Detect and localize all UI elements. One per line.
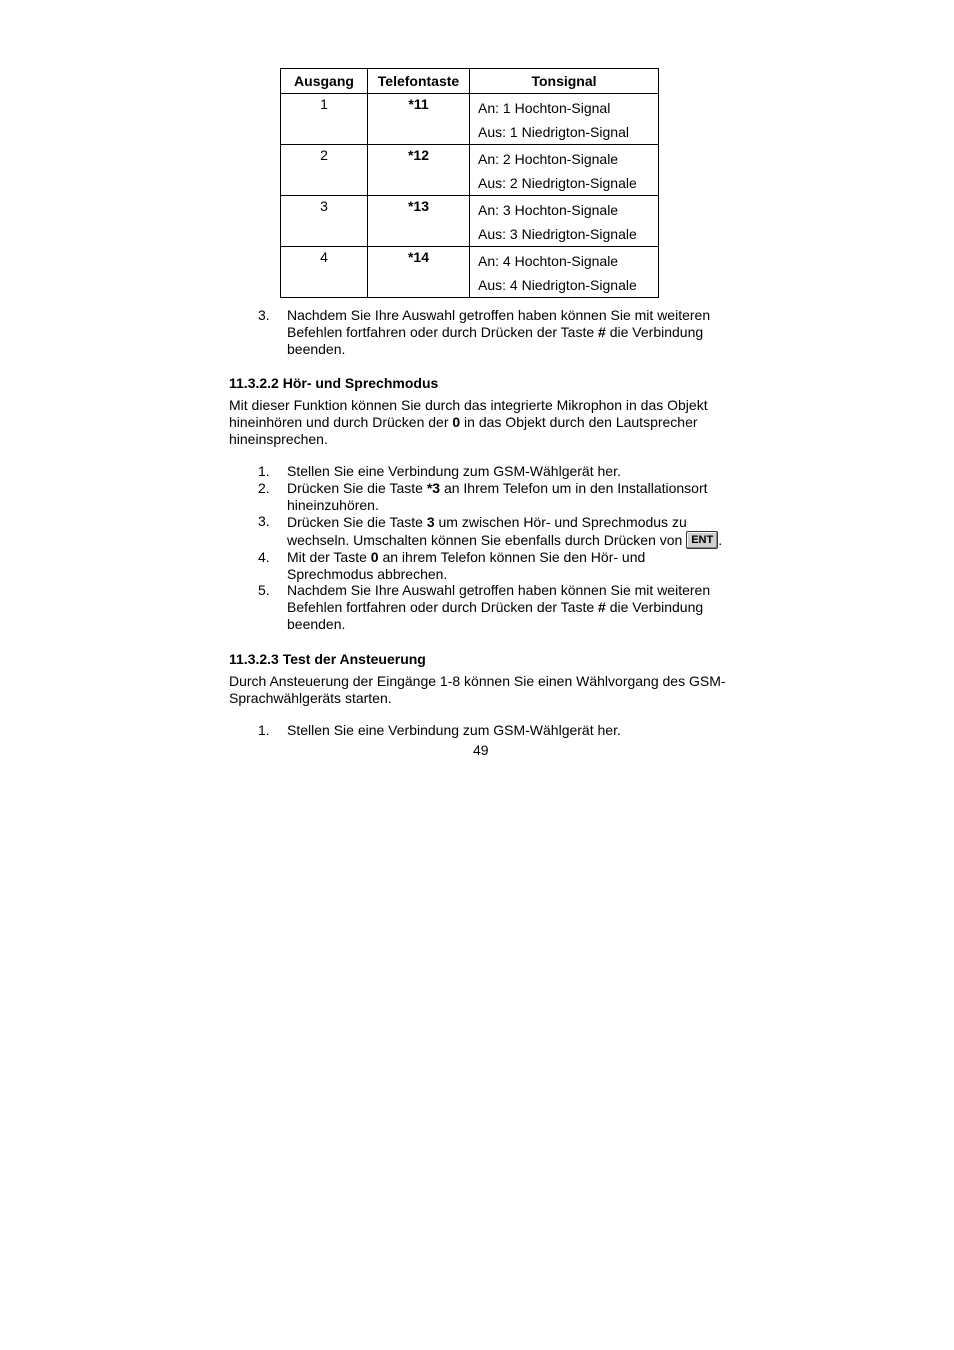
section-intro (229, 397, 734, 448)
list-number: 3. (258, 307, 270, 323)
cell-taste: *12 (368, 145, 470, 196)
signal-an: An: 2 Hochton-Signale (478, 151, 619, 167)
signal-aus: Aus: 1 Niedrigton-Signal (478, 124, 629, 140)
text-run: in das Objekt durch den Lautsprecher hineinsprechen. (229, 414, 698, 447)
list-number: 5. (258, 582, 270, 598)
signal-aus: Aus: 2 Niedrigton-Signale (478, 175, 637, 191)
key-label: 3 (426, 514, 435, 530)
cell-tonsignal (470, 94, 659, 145)
cell-taste: *13 (368, 196, 470, 247)
signal-an: An: 4 Hochton-Signale (478, 253, 619, 269)
text-run: Mit der Taste (287, 549, 371, 565)
key-label: 0 (452, 414, 461, 430)
cell-ausgang: 1 (281, 94, 368, 145)
list-number: 4. (258, 549, 270, 565)
list-text (287, 549, 732, 583)
table-row (281, 145, 659, 196)
list-text: Stellen Sie eine Verbindung zum GSM-Wählgerät her. (287, 722, 621, 738)
list-text (287, 582, 732, 633)
text-run: an Ihrem Telefon um in den Installationsort hineinzuhören. (287, 480, 708, 513)
text-run: . (718, 532, 723, 548)
key-label: 0 (370, 549, 379, 565)
table-header-row (281, 69, 659, 94)
key-label: # (598, 324, 606, 340)
list-number: 1. (258, 722, 270, 738)
section-heading: 11.3.2.2 Hör- und Sprechmodus (229, 375, 439, 391)
cell-ausgang: 2 (281, 145, 368, 196)
section-heading: 11.3.2.3 Test der Ansteuerung (229, 651, 426, 667)
table-row (281, 247, 659, 298)
key-label: *3 (426, 480, 441, 496)
cell-taste: *14 (368, 247, 470, 298)
list-number: 1. (258, 463, 270, 479)
list-text (287, 307, 732, 358)
text-run: Nachdem Sie Ihre Auswahl getroffen haben können Sie mit weiteren Befehlen fortfahren oder durch Drücken der Taste (287, 582, 711, 615)
text-run: Drücken Sie die Taste (287, 480, 427, 496)
list-text (287, 513, 732, 549)
text-run: Drücken Sie die Taste (287, 514, 427, 530)
header-telefontaste: Telefontaste (368, 69, 470, 94)
list-text (287, 480, 732, 514)
header-tonsignal: Tonsignal (470, 69, 659, 94)
page-number: 49 (473, 742, 489, 758)
text-run: um zwischen Hör- und Sprechmodus zu wechseln. Umschalten können Sie ebenfalls durch Drücken von (287, 514, 687, 548)
signal-an: An: 1 Hochton-Signal (478, 100, 611, 116)
list-number: 3. (258, 513, 270, 529)
ent-key-icon: ENT (686, 531, 718, 549)
text-run: die Verbindung beenden. (287, 599, 704, 632)
text-run: Mit dieser Funktion können Sie durch das integrierte Mikrophon in das Objekt hineinhören und durch Drücken der (229, 397, 708, 430)
key-label: # (598, 599, 606, 615)
section-intro: Durch Ansteuerung der Eingänge 1-8 können Sie einen Wählvorgang des GSM-Sprachwählgeräts starten. (229, 673, 726, 706)
cell-tonsignal (470, 247, 659, 298)
table-row (281, 196, 659, 247)
signal-an: An: 3 Hochton-Signale (478, 202, 619, 218)
table-row (281, 94, 659, 145)
cell-tonsignal (470, 196, 659, 247)
list-text: Stellen Sie eine Verbindung zum GSM-Wählgerät her. (287, 463, 621, 479)
cell-tonsignal (470, 145, 659, 196)
cell-ausgang: 4 (281, 247, 368, 298)
cell-taste: *11 (368, 94, 470, 145)
text-run: Nachdem Sie Ihre Auswahl getroffen haben können Sie mit weiteren Befehlen fortfahren oder durch Drücken der Taste (287, 307, 711, 340)
cell-ausgang: 3 (281, 196, 368, 247)
output-signal-table (280, 68, 659, 298)
text-run: die Verbindung beenden. (287, 324, 704, 357)
signal-aus: Aus: 3 Niedrigton-Signale (478, 226, 637, 242)
header-ausgang: Ausgang (281, 69, 368, 94)
signal-aus: Aus: 4 Niedrigton-Signale (478, 277, 637, 293)
text-run: an ihrem Telefon können Sie den Hör- und Sprechmodus abbrechen. (287, 549, 646, 582)
list-number: 2. (258, 480, 270, 496)
